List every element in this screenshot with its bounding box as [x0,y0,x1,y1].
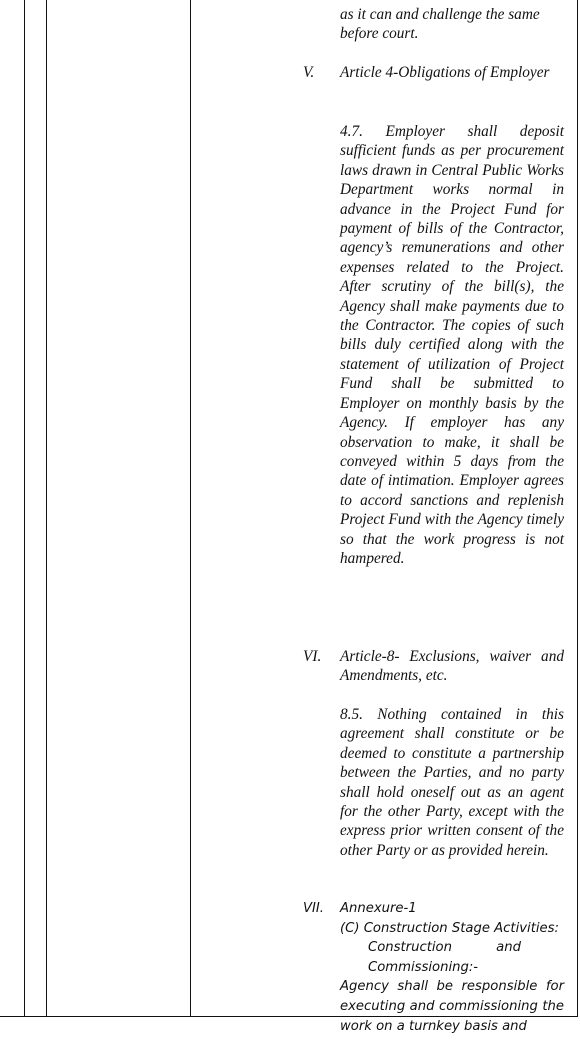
continuation-line: before court. [340,25,419,43]
item-number: VI. [303,648,322,665]
item-heading: Article 4-Obligations of Employer [340,64,550,81]
table-border-right [577,0,578,1017]
item-heading: Article-8- Exclusions, waiver and Amendments, etc. [340,648,564,685]
table-column-divider [190,0,191,1017]
table-column-divider [46,0,47,1017]
table-border-left [24,0,25,1017]
continuation-line: as it can and challenge the same [340,6,540,23]
annexure-subheading: (C) Construction Stage Activities: [340,920,559,936]
annexure-subheading-line: Construction and [368,940,521,956]
annexure-paragraph: Agency shall be responsible for executing and commissioning the work on a turnkey basis and [340,979,564,1034]
annexure-block [340,899,564,1036]
annexure-subheading-line: Commissioning:- [368,959,479,975]
annexure-heading: Annexure-1 [340,901,417,916]
item-number: VII. [303,901,324,916]
clause-paragraph: 4.7. Employer shall deposit sufficient funds as per procurement laws drawn in Central Public Works Department works normal in advance in the Project Fund for payment of bills of the Contractor, agency’s remunerations and other expenses related to the Project. After scrutiny of the bill(s), the Agency shall make payments due to the Contractor. The copies of such bills duly certified along with the statement of utilization of Project Fund shall be submitted to Employer on monthly basis by the Agency. If employer has any observation to make, it shall be conveyed within 5 days from the date of intimation. Employer agrees to accord sanctions and replenish Project Fund with the Agency timely so that the work progress is not hampered. [340,123,564,567]
item-number: V. [303,64,315,81]
clause-paragraph: 8.5. Nothing contained in this agreement shall constitute or be deemed to constitute a partnership between the Parties, and no party shall hold oneself out as an agent for the other Party, except with the express prior written consent of the other Party or as provided herein. [340,706,564,859]
continuation-text [340,5,564,44]
